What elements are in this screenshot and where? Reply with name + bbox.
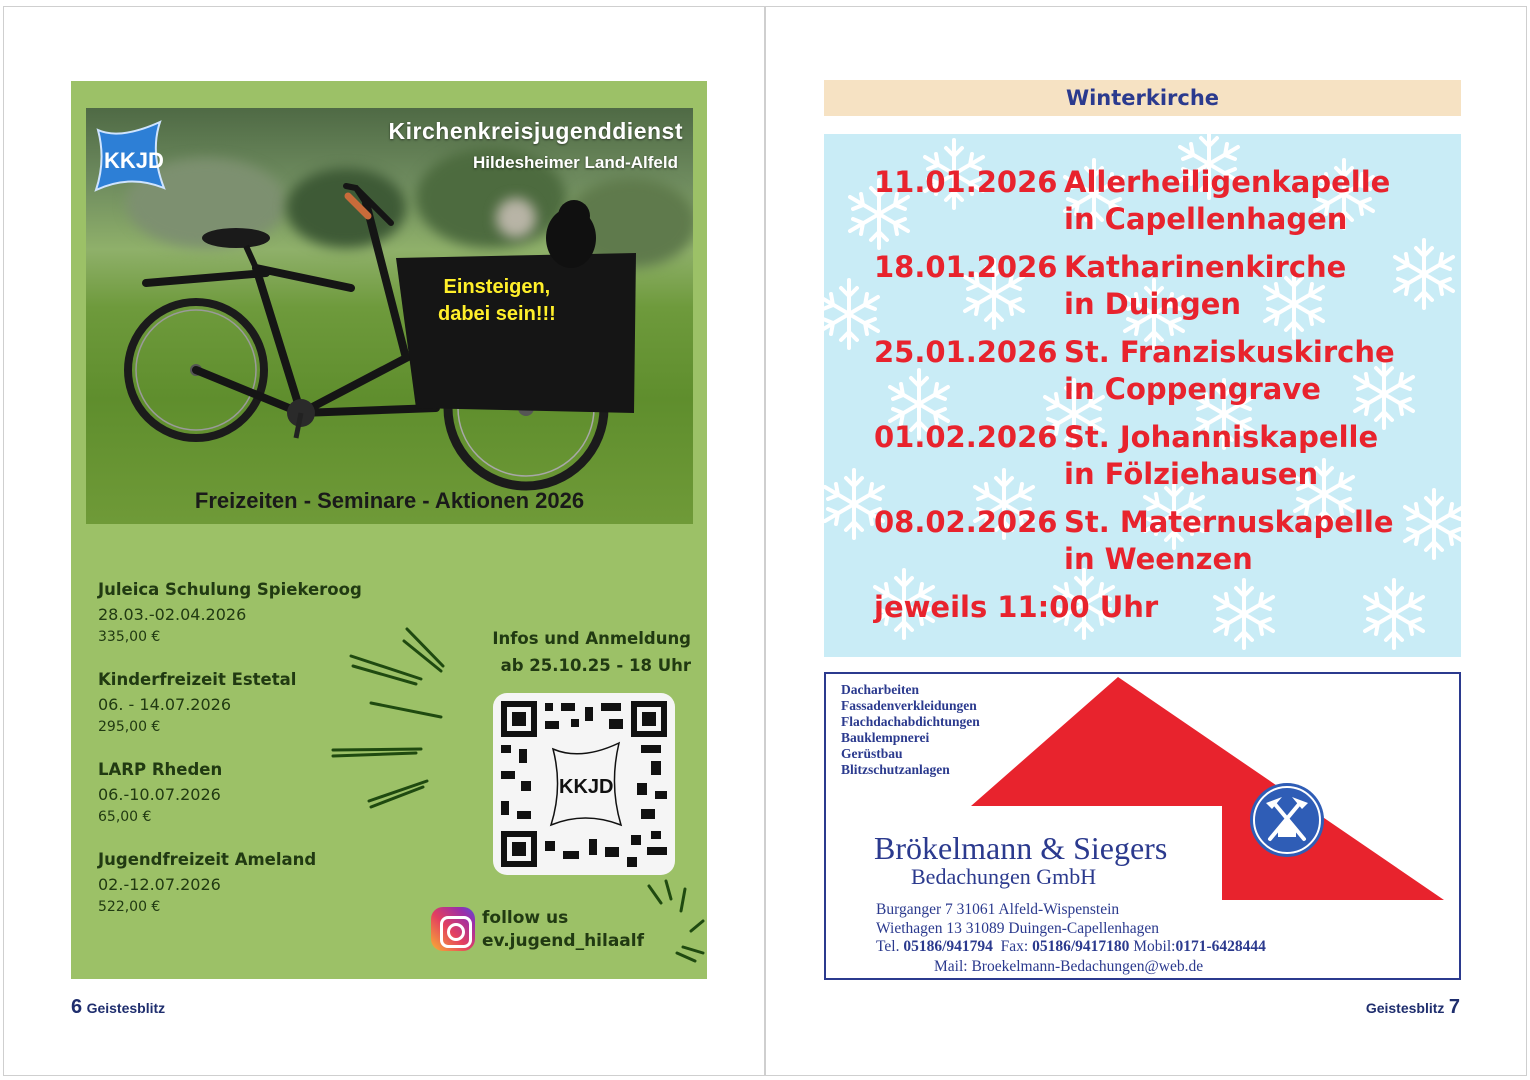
address-line2: Wiethagen 13 31089 Duingen-Capellenhagen — [876, 920, 1160, 937]
event-name: Juleica Schulung Spiekeroog — [98, 580, 362, 599]
magazine-name: Geistesblitz — [86, 1000, 166, 1016]
address-line1: Burganger 7 31061 Alfeld-Wispenstein — [876, 901, 1120, 918]
fax-label: Fax: — [1000, 938, 1029, 955]
mobil-number[interactable]: 0171-6428444 — [1175, 938, 1266, 955]
list-item: Fassadenverkleidungen — [841, 698, 977, 713]
list-item: Gerüstbau — [841, 746, 903, 761]
event-date: 02.-12.07.2026 — [98, 875, 221, 894]
page-left — [3, 6, 765, 1076]
tel-number[interactable]: 05186/941794 — [903, 938, 993, 955]
event-date: 28.03.-02.04.2026 — [98, 605, 247, 624]
flyer-subtitle: Hildesheimer Land-Alfeld — [473, 153, 678, 172]
instagram-icon[interactable] — [431, 907, 475, 951]
follow-label: follow us — [482, 908, 569, 928]
company-address — [876, 900, 1159, 938]
flyer-title: Kirchenkreisjugenddienst — [388, 118, 683, 144]
svg-text:KKJD: KKJD — [104, 148, 164, 173]
instagram-handle[interactable] — [482, 907, 644, 953]
service-church: St. Franziskuskirche — [1064, 335, 1395, 369]
service-location: in Coppengrave — [1064, 372, 1321, 406]
list-item — [874, 419, 1395, 493]
page-number: 6 — [71, 996, 83, 1018]
page-number: 7 — [1448, 996, 1460, 1018]
event-name: Jugendfreizeit Ameland — [98, 850, 317, 869]
list-item — [874, 504, 1395, 578]
event-price: 522,00 € — [98, 899, 161, 915]
service-list — [874, 164, 1395, 626]
tel-label: Tel. — [876, 938, 900, 955]
list-item: Bauklempnerei — [841, 730, 930, 745]
service-date: 08.02.2026 — [874, 505, 1058, 539]
page-right — [765, 6, 1527, 1076]
service-location: in Capellenhagen — [1064, 202, 1348, 236]
infos-line2: ab 25.10.25 - 18 Uhr — [500, 656, 691, 675]
service-church: Katharinenkirche — [1064, 250, 1347, 284]
mobil-label: Mobil: — [1133, 938, 1176, 955]
winterkirche-header: Winterkirche — [824, 80, 1461, 116]
list-item — [874, 334, 1395, 408]
infos-line1: Infos und Anmeldung — [492, 629, 691, 648]
photo-footer-caption: Freizeiten - Seminare - Aktionen 2026 — [194, 488, 585, 513]
event-name: Kinderfreizeit Estetal — [98, 670, 297, 689]
qr-code-icon[interactable] — [493, 693, 675, 875]
service-church: Allerheiligenkapelle — [1064, 165, 1391, 199]
company-name: Brökelmann & Siegers — [874, 830, 1168, 866]
slogan-line1: Einsteigen, — [443, 276, 551, 298]
service-date: 25.01.2026 — [874, 335, 1058, 369]
event-date: 06.-10.07.2026 — [98, 785, 221, 804]
service-church: St. Johanniskapelle — [1064, 420, 1379, 454]
roofer-emblem-icon — [1250, 783, 1324, 857]
instagram-account: ev.jugend_hilaalf — [482, 931, 645, 951]
list-item: Blitzschutzanlagen — [841, 762, 950, 777]
service-location: in Weenzen — [1064, 542, 1253, 576]
service-time-note: jeweils 11:00 Uhr — [874, 590, 1159, 624]
list-item — [98, 668, 398, 737]
service-date: 01.02.2026 — [874, 420, 1058, 454]
event-price: 335,00 € — [98, 629, 161, 645]
roofing-advertisement — [824, 672, 1461, 980]
list-item: Dacharbeiten — [841, 682, 919, 697]
list-item — [98, 848, 398, 917]
magazine-name: Geistesblitz — [1365, 1000, 1445, 1016]
list-item — [874, 164, 1395, 238]
registration-info — [451, 625, 691, 679]
service-location: in Duingen — [1064, 287, 1242, 321]
event-date: 06. - 14.07.2026 — [98, 695, 231, 714]
event-price: 295,00 € — [98, 719, 161, 735]
company-email[interactable]: Mail: Broekelmann-Bedachungen@web.de — [934, 958, 1204, 975]
company-type: Bedachungen GmbH — [911, 864, 1097, 889]
page-footer-left — [71, 996, 165, 1019]
winterkirche-schedule — [824, 134, 1461, 657]
list-item — [98, 578, 398, 647]
page-footer-right — [1366, 996, 1460, 1019]
event-list — [98, 578, 398, 938]
event-name: LARP Rheden — [98, 760, 223, 779]
ad-service-list — [841, 682, 980, 778]
event-price: 65,00 € — [98, 809, 152, 825]
service-church: St. Maternuskapelle — [1064, 505, 1394, 539]
service-date: 11.01.2026 — [874, 165, 1058, 199]
svg-text:KKJD: KKJD — [559, 776, 614, 798]
list-item — [874, 249, 1395, 323]
slogan-line2: dabei sein!!! — [438, 303, 556, 325]
company-contact — [876, 938, 1266, 956]
kkjd-flyer — [71, 81, 707, 979]
fax-number: 05186/9417180 — [1032, 938, 1130, 955]
service-date: 18.01.2026 — [874, 250, 1058, 284]
list-item — [98, 758, 398, 827]
list-item: Flachdachabdichtungen — [841, 714, 980, 729]
service-location: in Fölziehausen — [1064, 457, 1319, 491]
